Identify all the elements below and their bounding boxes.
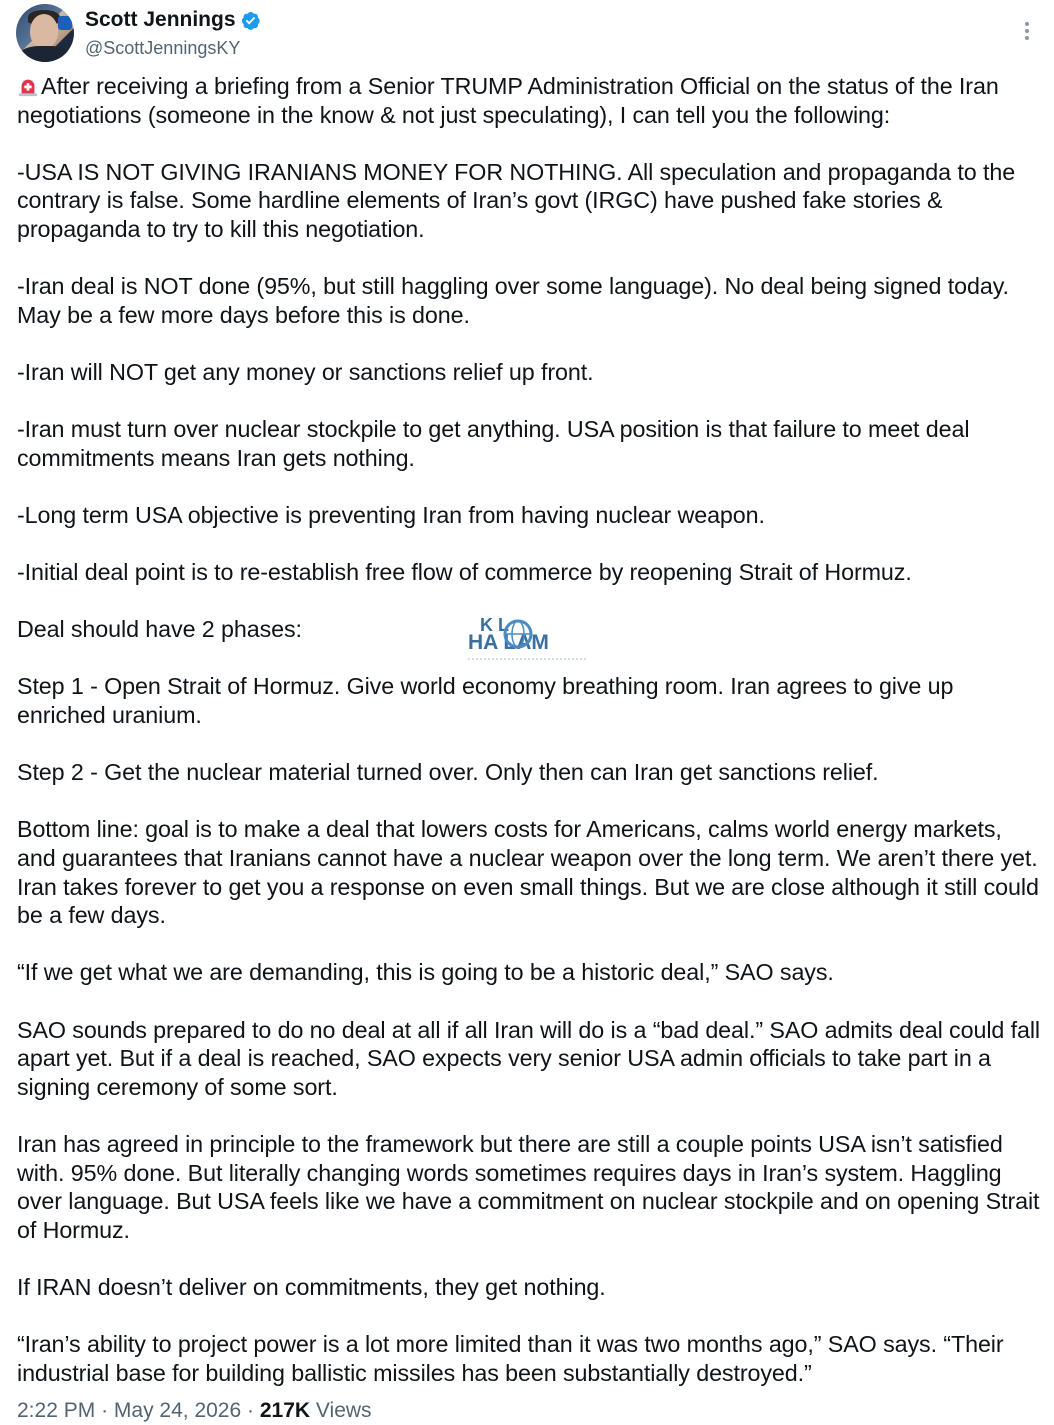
post-paragraph [17,72,1041,129]
post-paragraph-text: After receiving a briefing from a Senior TRUMP Administration Official on the status of the Iran negotiations (someone in the know & not just speculating), I can tell you the following: [17,73,999,128]
watermark-line2: HA LAM [468,631,549,654]
meta-separator: · [101,1399,109,1422]
post-paragraph: -Initial deal point is to re-establish free flow of commerce by reopening Strait of Hormuz. [17,559,912,586]
post-paragraph: SAO sounds prepared to do no deal at all if all Iran will do is a “bad deal.” SAO admits deal could fall apart yet. But if a deal is reached, SAO expects very senior USA admin officials to take part in a signing ceremony of some sort. [17,1016,1041,1100]
post-paragraph: Iran has agreed in principle to the framework but there are still a couple points USA isn’t satisfied with. 95% done. But literally changing words sometimes requires days in Iran’s system. Haggling over language. But USA feels like we have a commitment on nuclear stockpile and on opening Strait of Hormuz. [17,1130,1040,1243]
post-date[interactable]: May 24, 2026 [113,1399,242,1422]
more-options-icon[interactable] [1024,22,1030,40]
views-count[interactable]: 217K [259,1399,311,1422]
post-paragraph: -Long term USA objective is preventing Iran from having nuclear weapon. [17,501,765,528]
post-paragraph: Step 2 - Get the nuclear material turned over. Only then can Iran get sanctions relief. [17,759,879,786]
avatar-face [30,14,58,48]
post-text [17,72,1041,1416]
avatar-suit [20,46,70,62]
views-label: Views [315,1399,372,1422]
post-paragraph: -Iran will NOT get any money or sanctions relief up front. [17,358,594,385]
avatar[interactable] [16,4,74,62]
post-paragraph: -USA IS NOT GIVING IRANIANS MONEY FOR NOTHING. All speculation and propaganda to the contrary is false. Some hardline elements of Iran’s govt (IRGC) have pushed fake stories & propaganda to try to kill this negotiation. [17,158,1016,242]
post-paragraph: Bottom line: goal is to make a deal that lowers costs for Americans, calms world energy markets, and guarantees that Iranians cannot have a nuclear weapon over the long term. We aren’t there yet. Iran takes forever to get you a response on even small things. But we are close although it still could be a few days. [17,816,1039,929]
author-display-name[interactable]: Scott Jennings [85,8,236,31]
more-dot [1025,29,1029,33]
post-paragraph: If IRAN doesn’t deliver on commitments, they get nothing. [17,1273,606,1300]
post-paragraph: Deal should have 2 phases: [17,616,302,643]
watermark-line1: K L [480,615,509,635]
more-dot [1025,36,1029,40]
post-time[interactable]: 2:22 PM [17,1399,96,1422]
post-header [16,4,1038,64]
watermark-logo [468,612,590,662]
more-dot [1025,22,1029,26]
post-paragraph: “Iran’s ability to project power is a lot more limited than it was two months ago,” SAO says. “Their industrial base for building ballistic missiles has been substantially destroyed.” [17,1331,1004,1386]
post-paragraph: Step 1 - Open Strait of Hormuz. Give world economy breathing room. Iran agrees to give up enriched uranium. [17,673,954,729]
rotating-light-icon [17,75,39,97]
verified-badge-icon[interactable] [240,10,261,31]
meta-separator: · [247,1399,255,1422]
post-paragraph: “If we get what we are demanding, this is going to be a historic deal,” SAO says. [17,959,834,986]
post-meta [17,1399,372,1423]
author-name-row [85,8,261,32]
post-paragraph: -Iran must turn over nuclear stockpile to get anything. USA position is that failure to meet deal commitments means Iran gets nothing. [17,416,970,471]
avatar-channel-badge [58,16,72,30]
author-handle[interactable]: @ScottJenningsKY [85,38,241,58]
post-paragraph: -Iran deal is NOT done (95%, but still haggling over some language). No deal being signed today. May be a few more days before this is done. [17,273,1009,328]
